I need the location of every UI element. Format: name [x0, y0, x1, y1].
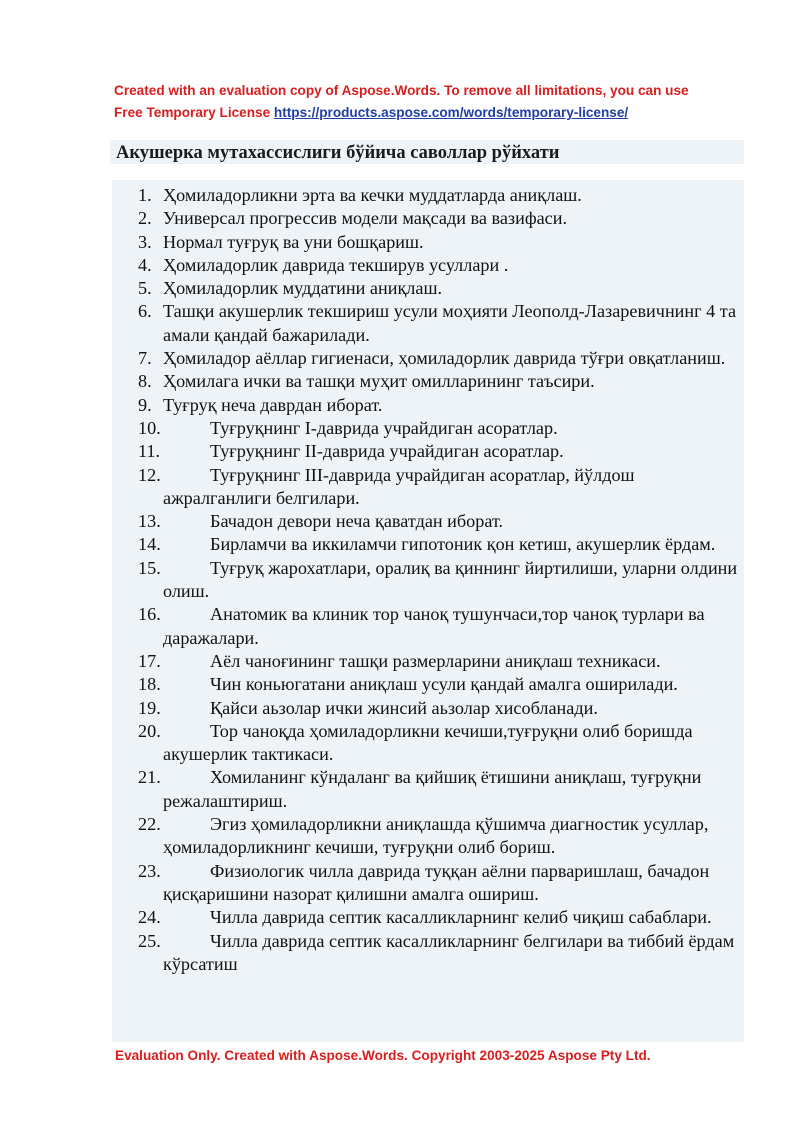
question-number: 18.	[138, 674, 161, 695]
question-item	[0, 184, 800, 207]
question-item	[0, 930, 800, 977]
question-item	[0, 533, 800, 556]
question-item	[0, 254, 800, 277]
evaluation-footer: Evaluation Only. Created with Aspose.Words. Copyright 2003-2025 Aspose Pty Ltd.	[115, 1048, 651, 1063]
question-item	[0, 860, 800, 907]
question-text: Ҳомиладорликни эрта ва кечки муддатларда аниқлаш.	[163, 185, 582, 205]
question-item	[0, 650, 800, 673]
question-text: Нормал туғруқ ва уни бошқариш.	[163, 231, 424, 252]
question-item	[0, 277, 800, 300]
question-number: 7.	[138, 348, 152, 369]
question-number: 12.	[138, 464, 161, 485]
question-text: Туғруқ неча даврдан иборат.	[163, 394, 383, 415]
question-item	[0, 300, 800, 347]
question-item	[0, 417, 800, 440]
evaluation-banner-line1: Created with an evaluation copy of Aspose.Words. To remove all limitations, you can use	[114, 83, 689, 98]
question-item	[0, 813, 800, 860]
question-number: 23.	[138, 860, 161, 881]
question-number: 8.	[138, 371, 152, 392]
question-text: Физиологик чилла даврида туққан аёлни парваришлаш, бачадон қисқаришини назорат қилишни амалга ошириш.	[163, 860, 710, 904]
question-item	[0, 207, 800, 230]
question-number: 3.	[138, 231, 152, 252]
question-item	[0, 231, 800, 254]
question-number: 5.	[138, 278, 152, 299]
question-number: 22.	[138, 814, 161, 835]
questions-list	[0, 184, 800, 976]
question-item	[0, 464, 800, 511]
question-number: 16.	[138, 604, 161, 625]
question-text: Туғруқнинг I-даврида учрайдиган асоратлар.	[210, 417, 558, 438]
question-item	[0, 440, 800, 463]
question-number: 14.	[138, 534, 161, 555]
question-text: Туғруқнинг II-даврида учрайдиган асоратлар.	[210, 441, 564, 462]
question-item	[0, 603, 800, 650]
question-text: Туғруқ жарохатлари, оралиқ ва қиннинг йиртилиши, уларни олдини олиш.	[163, 557, 738, 602]
question-text: Ташқи акушерлик текшириш усули моҳияти Леополд-Лазаревичнинг 4 та амали қандай бажарилади.	[163, 301, 737, 345]
question-text: Чин коньюгатани аниқлаш усули қандай амалга оширилади.	[210, 674, 678, 695]
temporary-license-link[interactable]: https://products.aspose.com/words/temporary-license/	[273, 105, 629, 120]
question-item	[0, 766, 800, 813]
question-number: 17.	[138, 650, 161, 671]
question-text: Ҳомилага ички ва ташқи муҳит омилларининг таъсири.	[163, 371, 595, 392]
question-item	[0, 347, 800, 370]
question-text: Эгиз ҳомиладорликни аниқлашда қўшимча диагностик усуллар, ҳомиладорликнинг кечиши, туғруқни олиб бориш.	[163, 814, 709, 858]
question-item	[0, 906, 800, 929]
question-number: 21.	[138, 767, 161, 788]
question-number: 6.	[138, 301, 152, 322]
question-item	[0, 394, 800, 417]
question-item	[0, 673, 800, 696]
question-text: Ҳомиладор аёллар гигиенаси, ҳомиладорлик даврида тўғри овқатланиш.	[163, 348, 726, 369]
evaluation-banner	[114, 80, 754, 124]
question-text: Чилла даврида септик касалликларнинг белгилари ва тиббий ёрдам кўрсатиш	[163, 930, 735, 974]
question-number: 10.	[138, 417, 161, 438]
question-text: Тор чаноқда ҳомиладорликни кечиши,туғруқни олиб боришда акушерлик тактикаси.	[163, 720, 693, 765]
question-item	[0, 510, 800, 533]
page-title: Акушерка мутахассислиги бўйича саволлар рўйхати	[116, 143, 560, 163]
question-text: Ҳомиладорлик муддатини аниқлаш.	[163, 278, 443, 299]
question-number: 9.	[138, 394, 152, 415]
question-item	[0, 720, 800, 767]
question-number: 11.	[138, 441, 161, 462]
question-number: 25.	[138, 930, 161, 951]
question-number: 2.	[138, 208, 152, 229]
question-item	[0, 370, 800, 393]
question-item	[0, 697, 800, 720]
license-label: Free Temporary License	[114, 105, 274, 120]
question-text: Универсал прогрессив модели мақсади ва вазифаси.	[163, 208, 568, 229]
question-text: Чилла даврида септик касалликларнинг келиб чиқиш сабаблари.	[210, 907, 712, 928]
question-number: 13.	[138, 511, 161, 532]
question-text: Хомиланинг кўндаланг ва қийшиқ ётишини аниқлаш, туғруқни режалаштириш.	[163, 767, 702, 811]
question-text: Анатомик ва клиник тор чаноқ тушунчаси,тор чаноқ турлари ва даражалари.	[163, 604, 705, 648]
question-text: Қайси аьзолар ички жинсий аьзолар хисобланади.	[210, 697, 598, 718]
question-number: 4.	[138, 254, 152, 275]
question-text: Ҳомиладорлик даврида текширув усуллари .	[163, 254, 509, 275]
question-number: 20.	[138, 720, 161, 741]
question-text: Бирламчи ва иккиламчи гипотоник қон кетиш, акушерлик ёрдам.	[210, 534, 716, 555]
question-text: Аёл чаноғининг ташқи размерларини аниқлаш техникаси.	[210, 650, 661, 671]
question-number: 15.	[138, 557, 161, 578]
question-text: Бачадон девори неча қаватдан иборат.	[210, 511, 504, 532]
question-number: 1.	[138, 185, 152, 205]
evaluation-banner-line2	[114, 102, 754, 124]
question-text: Туғруқнинг III-даврида учрайдиган асоратлар, йўлдош ажралганлиги белгилари.	[163, 464, 635, 508]
question-number: 24.	[138, 907, 161, 928]
question-number: 19.	[138, 697, 161, 718]
question-item	[0, 557, 800, 604]
